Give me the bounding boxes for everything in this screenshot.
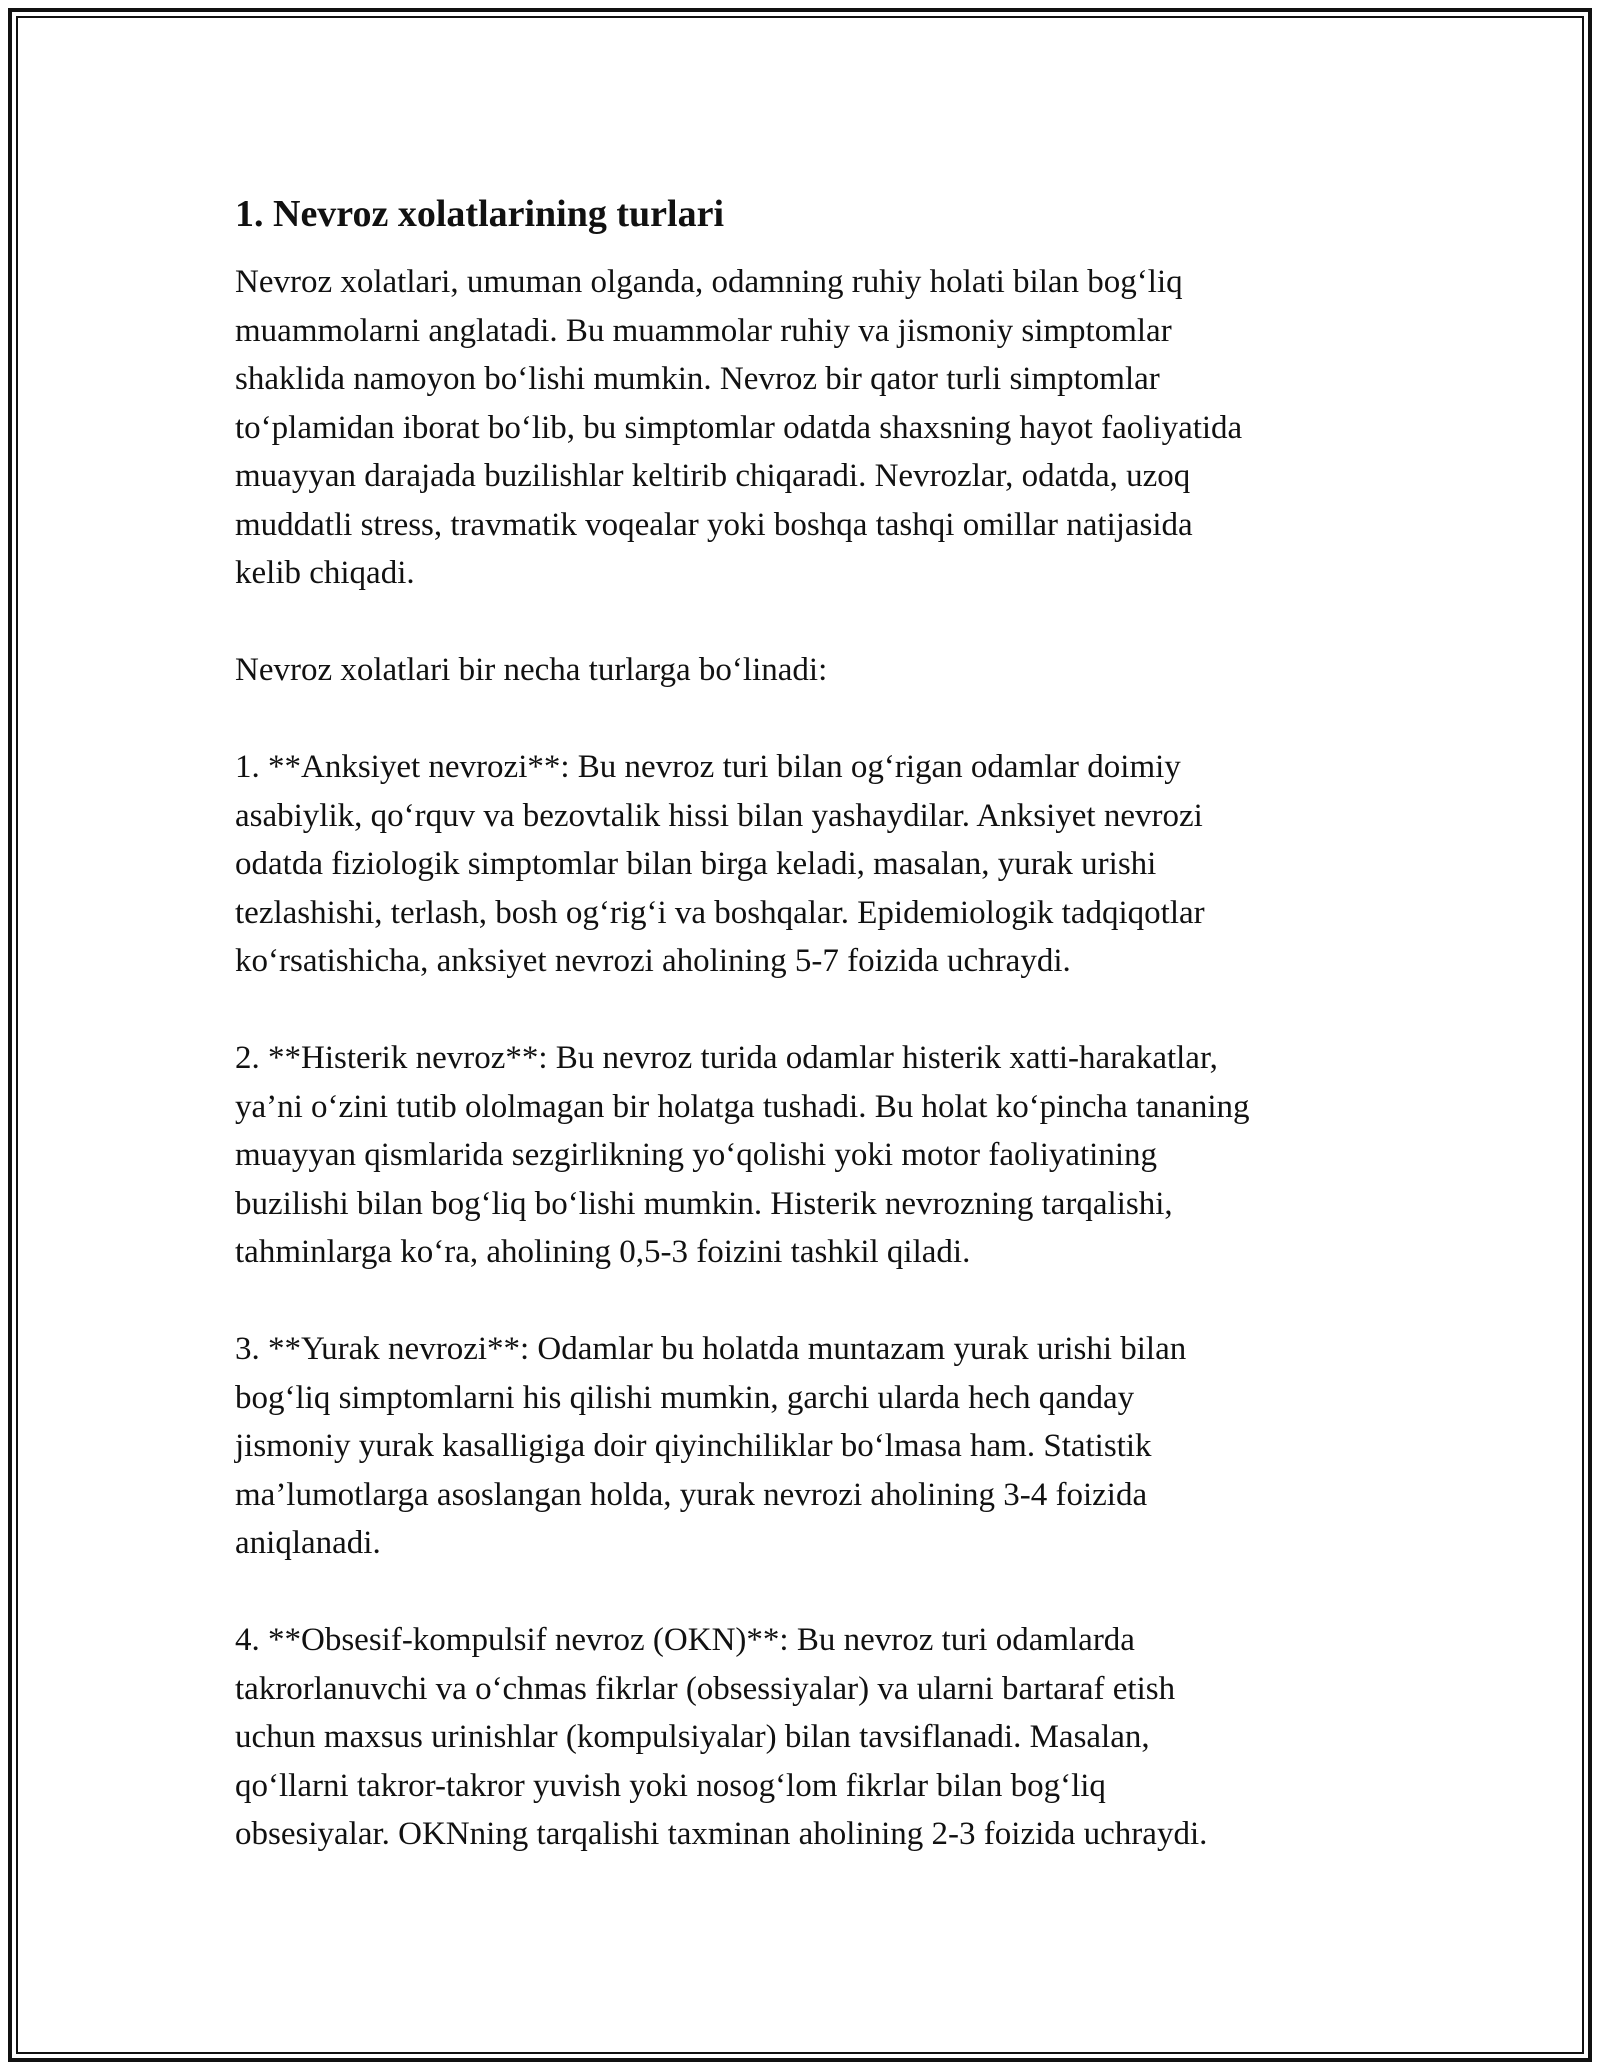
paragraph-gap (235, 1277, 1370, 1326)
text-line: muddatli stress, travmatik voqealar yoki boshqa tashqi omillar natijasida (235, 506, 1193, 543)
text-line: ma’lumotlarga asoslangan holda, yurak nevrozi aholining 3-4 foizida (235, 1476, 1148, 1513)
text-line: bog‘liq simptomlarni his qilishi mumkin, garchi ularda hech qanday (235, 1379, 1135, 1416)
text-line: to‘plamidan iborat bo‘lib, bu simptomlar odatda shaxsning hayot faoliyatida (235, 409, 1243, 446)
text-line: muayyan darajada buzilishlar keltirib chiqaradi. Nevrozlar, odatda, uzoq (235, 458, 1191, 494)
document-body (235, 190, 1370, 1859)
paragraph-type-3 (235, 1325, 1370, 1568)
text-line: odatda fiziologik simptomlar bilan birga keladi, masalan, yurak urishi (235, 846, 1157, 882)
text-line: uchun maxsus urinishlar (kompulsiyalar) bilan tavsiflanadi. Masalan, (235, 1719, 1150, 1755)
text-line: kelib chiqadi. (235, 555, 415, 591)
text-line: 4. **Obsesif-kompulsif nevroz (OKN)**: Bu nevroz turi odamlarda (235, 1622, 1135, 1658)
section-heading: 1. Nevroz xolatlarining turlari (235, 193, 725, 235)
text-line: shaklida namoyon bo‘lishi mumkin. Nevroz bir qator turli simptomlar (235, 361, 1160, 397)
text-line: muammolarni anglatadi. Bu muammolar ruhiy va jismoniy simptomlar (235, 312, 1172, 349)
paragraph-type-4 (235, 1616, 1370, 1859)
text-line: tahminlarga ko‘ra, aholining 0,5-3 foizini tashkil qiladi. (235, 1234, 971, 1270)
paragraph-gap (235, 695, 1370, 744)
paragraph-gap (235, 986, 1370, 1035)
text-line: 3. **Yurak nevrozi**: Odamlar bu holatda muntazam yurak urishi bilan (235, 1331, 1187, 1367)
paragraph-types-intro (235, 646, 1370, 695)
text-line: buzilishi bilan bog‘liq bo‘lishi mumkin. Histerik nevrozning tarqalishi, (235, 1185, 1173, 1222)
paragraph-gap (235, 598, 1370, 647)
text-line: muayyan qismlarida sezgirlikning yo‘qolishi yoki motor faoliyatining (235, 1137, 1158, 1173)
text-line: ko‘rsatishicha, anksiyet nevrozi aholining 5-7 foizida uchraydi. (235, 943, 1071, 979)
paragraph-intro (235, 258, 1370, 598)
paragraph-gap (235, 1568, 1370, 1617)
text-line: obsesiyalar. OKNning tarqalishi taxminan aholining 2-3 foizida uchraydi. (235, 1816, 1208, 1852)
text-line: asabiylik, qo‘rquv va bezovtalik hissi bilan yashaydilar. Anksiyet nevrozi (235, 797, 1203, 834)
paragraph-list (235, 258, 1370, 1859)
paragraph-type-2 (235, 1034, 1370, 1277)
text-line: Nevroz xolatlari bir necha turlarga bo‘linadi: (235, 652, 828, 688)
text-line: 1. **Anksiyet nevrozi**: Bu nevroz turi bilan og‘rigan odamlar doimiy (235, 749, 1181, 785)
text-line: aniqlanadi. (235, 1525, 381, 1561)
text-line: takrorlanuvchi va o‘chmas fikrlar (obsessiyalar) va ularni bartaraf etish (235, 1670, 1176, 1707)
text-line: Nevroz xolatlari, umuman olganda, odamning ruhiy holati bilan bog‘liq (235, 264, 1183, 300)
text-line: tezlashishi, terlash, bosh og‘rig‘i va boshqalar. Epidemiologik tadqiqotlar (235, 894, 1205, 931)
paragraph-type-1 (235, 743, 1370, 986)
text-line: qo‘llarni takror-takror yuvish yoki nosog‘lom fikrlar bilan bog‘liq (235, 1767, 1106, 1804)
text-line: jismoniy yurak kasalligiga doir qiyinchiliklar bo‘lmasa ham. Statistik (235, 1428, 1152, 1464)
text-line: ya’ni o‘zini tutib ololmagan bir holatga tushadi. Bu holat ko‘pincha tananing (235, 1088, 1250, 1125)
text-line: 2. **Histerik nevroz**: Bu nevroz turida odamlar histerik xatti-harakatlar, (235, 1040, 1218, 1076)
